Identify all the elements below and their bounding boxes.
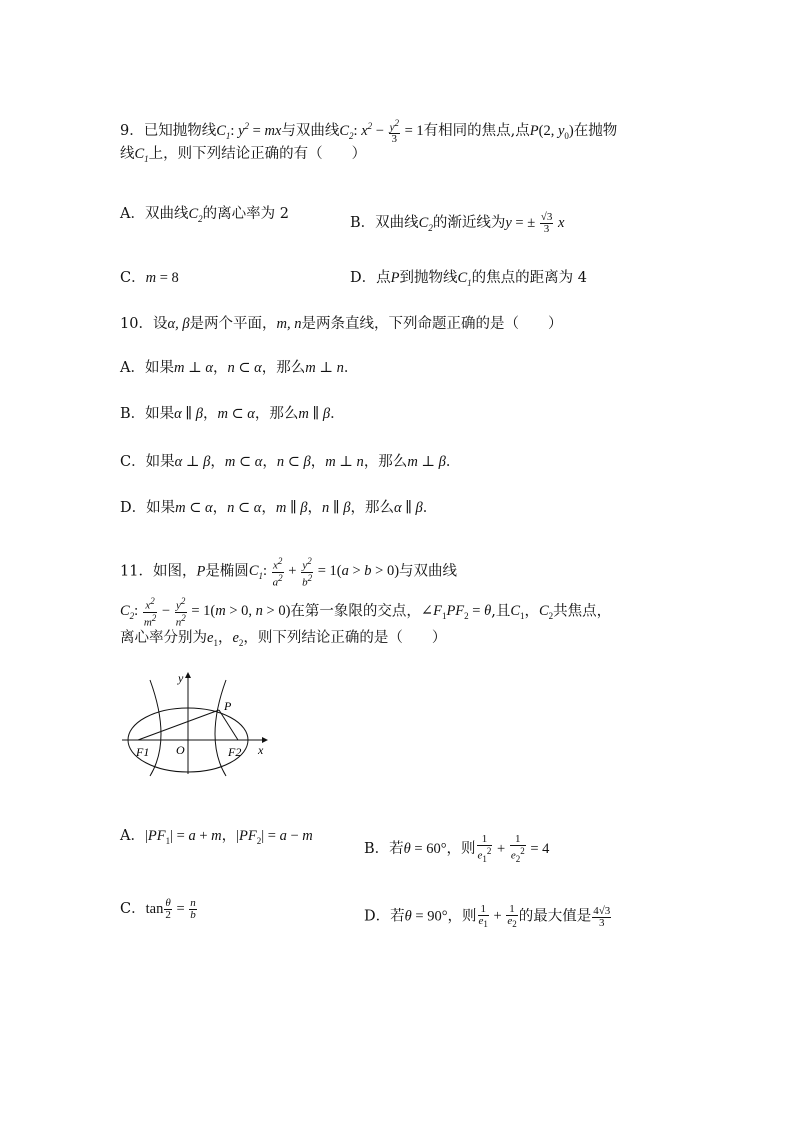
q9-line1 — [120, 116, 617, 146]
q11-option-b: B．若θ = 60°，则 $\frac{1}{e_1^2}$ + $\frac{1}{e_2^2}$ = 4 — [364, 833, 550, 864]
q11-option-a: A．$|PF_1| = a + m$，$|PF_2| = a - m$ — [120, 828, 313, 846]
formula-point: P(2, $y_0$) — [529, 122, 574, 141]
formula-parabola: $C_1$: $y^2$ = mx — [216, 121, 282, 141]
q9-text: 有相同的焦点,点 — [423, 122, 530, 139]
formula-ellipse: $C_1$: $\frac{x^2}{a^2}$ + $\frac{y^2}{b^2}$ = 1(a > b > 0) — [248, 556, 400, 589]
label-f1: F1 — [136, 745, 150, 759]
figure-svg — [116, 666, 276, 778]
q10-option-a: A．如果m ⊥ α，n ⊂ α，那么m ⊥ n． — [120, 360, 359, 376]
ellipse-hyperbola-figure — [116, 666, 276, 778]
hyperbola-left-branch — [150, 680, 161, 776]
q9-line2: 线$C_1$上，则下列结论正确的有（ ） — [120, 146, 367, 164]
line-pf1 — [138, 710, 219, 740]
y-axis-arrow — [185, 672, 191, 678]
line-pf2 — [219, 710, 238, 740]
label-f2: F2 — [228, 745, 242, 759]
label-origin: O — [176, 743, 185, 757]
q10-option-d: D．如果m ⊂ α，n ⊂ α，m ∥ β，n ∥ β，那么α ∥ β． — [120, 500, 438, 516]
q9-option-c: C．m = 8 — [120, 270, 179, 286]
q11-option-c: C．tan $\frac{\theta}{2}$ = $\frac{n}{b}$ — [120, 897, 196, 921]
q9-option-a: A．双曲线$C_2$的离心率为 2 — [120, 206, 289, 224]
label-x: x — [258, 743, 264, 757]
q10-option-c: C．如果α ⊥ β，m ⊂ α，n ⊂ β，m ⊥ n，那么m ⊥ β． — [120, 454, 461, 470]
q9-option-b: B．双曲线$C_2$的渐近线为y = ± $\frac{√3}{3}$ x — [350, 211, 565, 235]
q11-stem-line1: 11．如图，P是椭圆$C_1$: $\frac{x^2}{a^2}$ + $\frac{y^2}{b^2}$ = 1(a > b > 0)与双曲线 — [120, 556, 458, 589]
hyperbola-right-branch — [215, 680, 226, 776]
label-p: P — [224, 699, 232, 713]
label-y: y — [178, 671, 184, 685]
q10-stem: 10．设α, β是两个平面，m, n是两条直线，下列命题正确的是（ ） — [120, 316, 563, 332]
formula-hyperbola: $C_2$: $x^2$ − $\frac{y^2}{3}$ = 1 — [339, 117, 424, 146]
q11-option-d: D．若θ = 90°，则 $\frac{1}{e_1}$ + $\frac{1}{e_2}$ 的最大值是 $\frac{4√3}{3}$ — [364, 903, 611, 930]
q9-text: 在抛物 — [573, 122, 618, 139]
q9-option-d: D．点P到抛物线$C_1$的焦点的距离为 4 — [350, 270, 588, 288]
q10-option-b: B．如果α ∥ β，m ⊂ α，那么m ∥ β． — [120, 406, 345, 422]
q11-stem-line2: $C_2$: $\frac{x^2}{m^2}$ − $\frac{y^2}{n^2}$ = 1(m > 0, n > 0)在第一象限的交点，$\angle F_1PF_2 = \theta$,且$C_1$，$C_2$共焦点， — [120, 596, 612, 629]
q9-text: 与双曲线 — [281, 122, 340, 139]
q9-text: 9．已知抛物线 — [120, 122, 217, 139]
formula-hyperbola-2: $C_2$: $\frac{x^2}{m^2}$ − $\frac{y^2}{n^2}$ = 1(m > 0, n > 0) — [120, 596, 291, 629]
q11-stem-line3: 离心率分别为$e_1$，$e_2$，则下列结论正确的是（ ） — [120, 630, 447, 648]
